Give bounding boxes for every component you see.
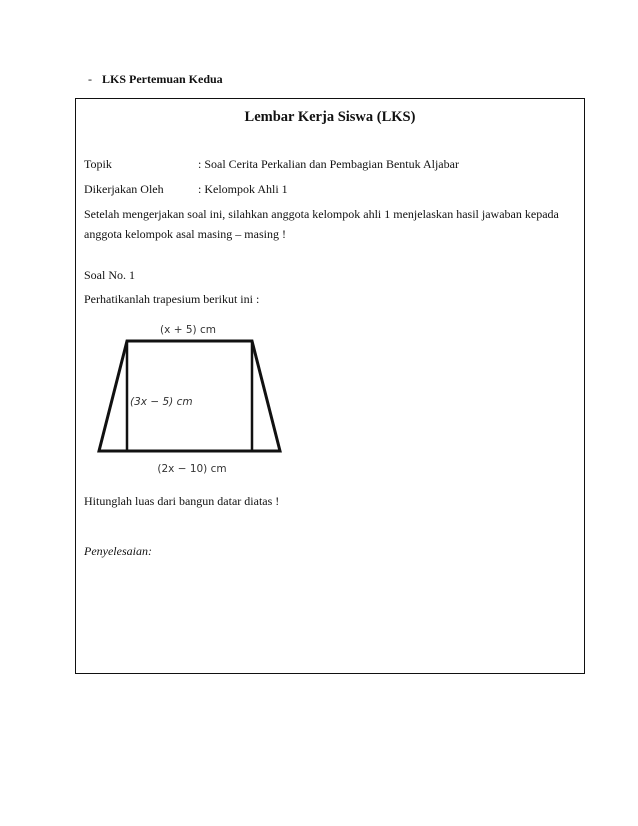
solution-label: Penyelesaian: [84, 544, 152, 558]
problem-prompt: Perhatikanlah trapesium berikut ini : [84, 292, 260, 306]
done-by-label: Dikerjakan Oleh [84, 182, 164, 196]
topic-row [84, 157, 459, 172]
done-by-value: : Kelompok Ahli 1 [198, 182, 288, 196]
trapezoid-figure [96, 319, 296, 481]
worksheet-title: Lembar Kerja Siswa (LKS) [244, 109, 416, 125]
worksheet-box [75, 98, 585, 674]
problem-number: Soal No. 1 [84, 268, 135, 282]
heading-bullet: - [88, 72, 92, 86]
section-heading [88, 72, 223, 87]
question-text: Hitunglah luas dari bangun datar diatas ! [84, 494, 280, 508]
heading-text: LKS Pertemuan Kedua [102, 72, 223, 86]
topic-value: : Soal Cerita Perkalian dan Pembagian Bentuk Aljabar [198, 157, 459, 171]
bottom-side-label: (2x − 10) cm [157, 463, 227, 475]
top-side-label: (x + 5) cm [160, 324, 216, 336]
height-label: (3x − 5) cm [130, 396, 193, 408]
instruction-text: Setelah mengerjakan soal ini, silahkan anggota kelompok ahli 1 menjelaskan hasil jawaban kepada anggota kelompok asal masing – masing ! [84, 207, 559, 241]
topic-label: Topik [84, 157, 112, 171]
done-by-row [84, 182, 288, 197]
